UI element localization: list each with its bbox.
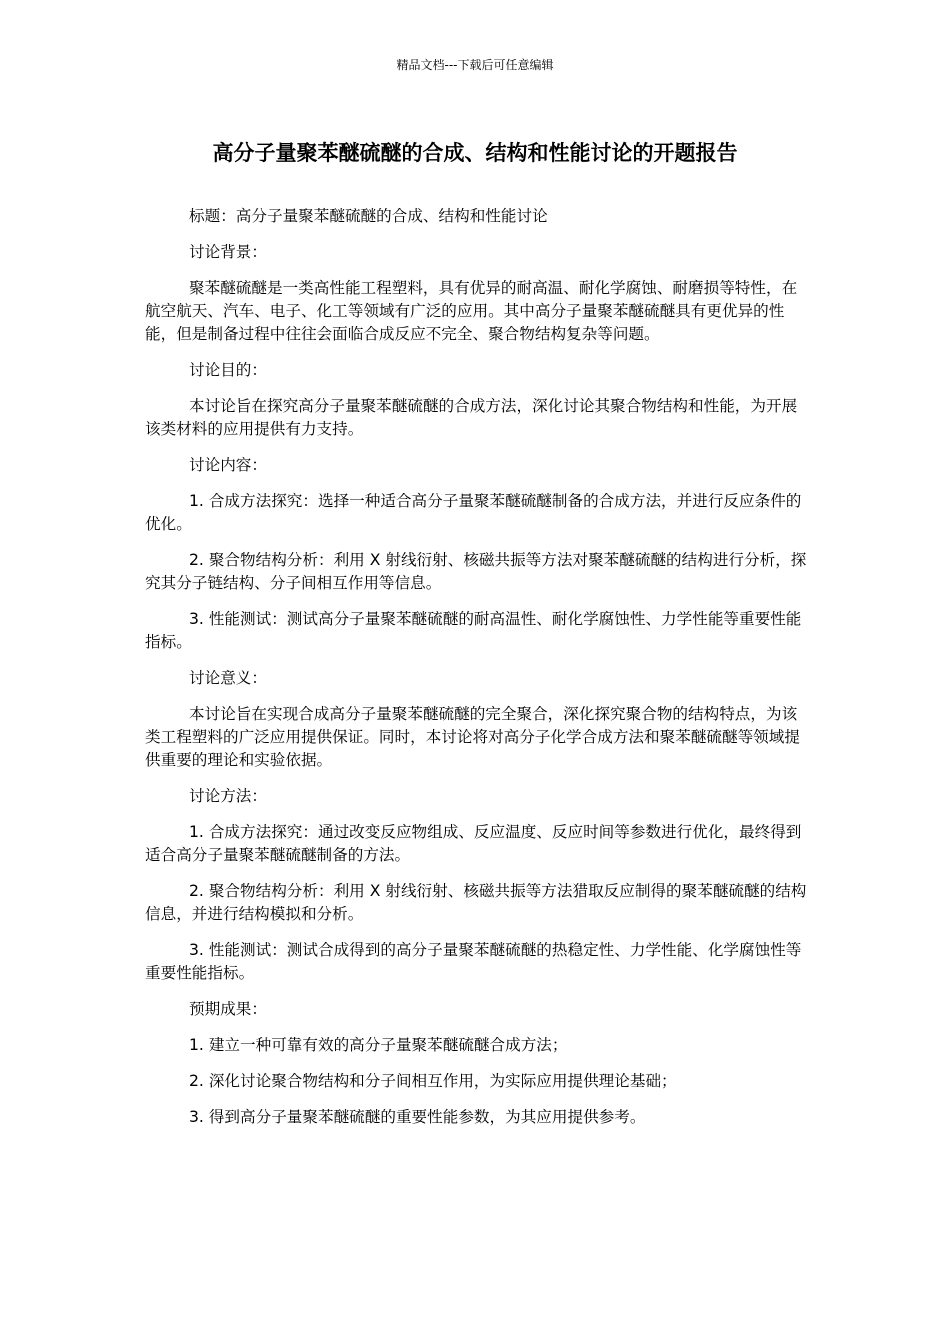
document-title: 高分子量聚苯醚硫醚的合成、结构和性能讨论的开题报告 bbox=[212, 141, 738, 165]
section-heading-significance: 讨论意义： bbox=[189, 669, 267, 687]
section-heading-methods: 讨论方法： bbox=[189, 787, 267, 805]
section-heading-purpose: 讨论目的： bbox=[189, 361, 267, 379]
paragraph-title-line: 标题：高分子量聚苯醚硫醚的合成、结构和性能讨论 bbox=[189, 207, 548, 225]
outcome-item-2: 2. 深化讨论聚合物结构和分子间相互作用，为实际应用提供理论基础； bbox=[189, 1072, 677, 1090]
paragraph-background: 聚苯醚硫醚是一类高性能工程塑料，具有优异的耐高温、耐化学腐蚀、耐磨损等特性，在航空航天、汽车、电子、化工等领域有广泛的应用。其中高分子量聚苯醚硫醚具有更优异的性能，但是制备过程中往往会面临合成反应不完全、聚合物结构复杂等问题。 bbox=[145, 279, 798, 343]
method-item-2: 2. 聚合物结构分析：利用 X 射线衍射、核磁共振等方法猎取反应制得的聚苯醚硫醚的结构信息，并进行结构模拟和分析。 bbox=[145, 882, 807, 923]
method-item-1: 1. 合成方法探究：通过改变反应物组成、反应温度、反应时间等参数进行优化，最终得到适合高分子量聚苯醚硫醚制备的方法。 bbox=[145, 823, 802, 864]
paragraph-purpose: 本讨论旨在探究高分子量聚苯醚硫醚的合成方法，深化讨论其聚合物结构和性能，为开展该类材料的应用提供有力支持。 bbox=[145, 397, 798, 438]
outcome-item-3: 3. 得到高分子量聚苯醚硫醚的重要性能参数，为其应用提供参考。 bbox=[189, 1108, 646, 1126]
content-item-1: 1. 合成方法探究：选择一种适合高分子量聚苯醚硫醚制备的合成方法，并进行反应条件的优化。 bbox=[145, 492, 802, 533]
section-heading-background: 讨论背景： bbox=[189, 243, 267, 261]
paragraph-significance: 本讨论旨在实现合成高分子量聚苯醚硫醚的完全聚合，深化探究聚合物的结构特点，为该类工程塑料的广泛应用提供保证。同时，本讨论将对高分子化学合成方法和聚苯醚硫醚等领域提供重要的理论和实验依据。 bbox=[145, 705, 800, 769]
method-item-3: 3. 性能测试：测试合成得到的高分子量聚苯醚硫醚的热稳定性、力学性能、化学腐蚀性等重要性能指标。 bbox=[145, 941, 802, 982]
content-item-3: 3. 性能测试：测试高分子量聚苯醚硫醚的耐高温性、耐化学腐蚀性、力学性能等重要性能指标。 bbox=[145, 610, 802, 651]
section-heading-outcomes: 预期成果： bbox=[189, 1000, 267, 1018]
outcome-item-1: 1. 建立一种可靠有效的高分子量聚苯醚硫醚合成方法； bbox=[189, 1036, 568, 1054]
header-note: 精品文档---下载后可任意编辑 bbox=[396, 58, 554, 72]
document-body bbox=[145, 205, 807, 1142]
section-heading-content: 讨论内容： bbox=[189, 456, 267, 474]
content-item-2: 2. 聚合物结构分析：利用 X 射线衍射、核磁共振等方法对聚苯醚硫醚的结构进行分析，探究其分子链结构、分子间相互作用等信息。 bbox=[145, 551, 807, 592]
